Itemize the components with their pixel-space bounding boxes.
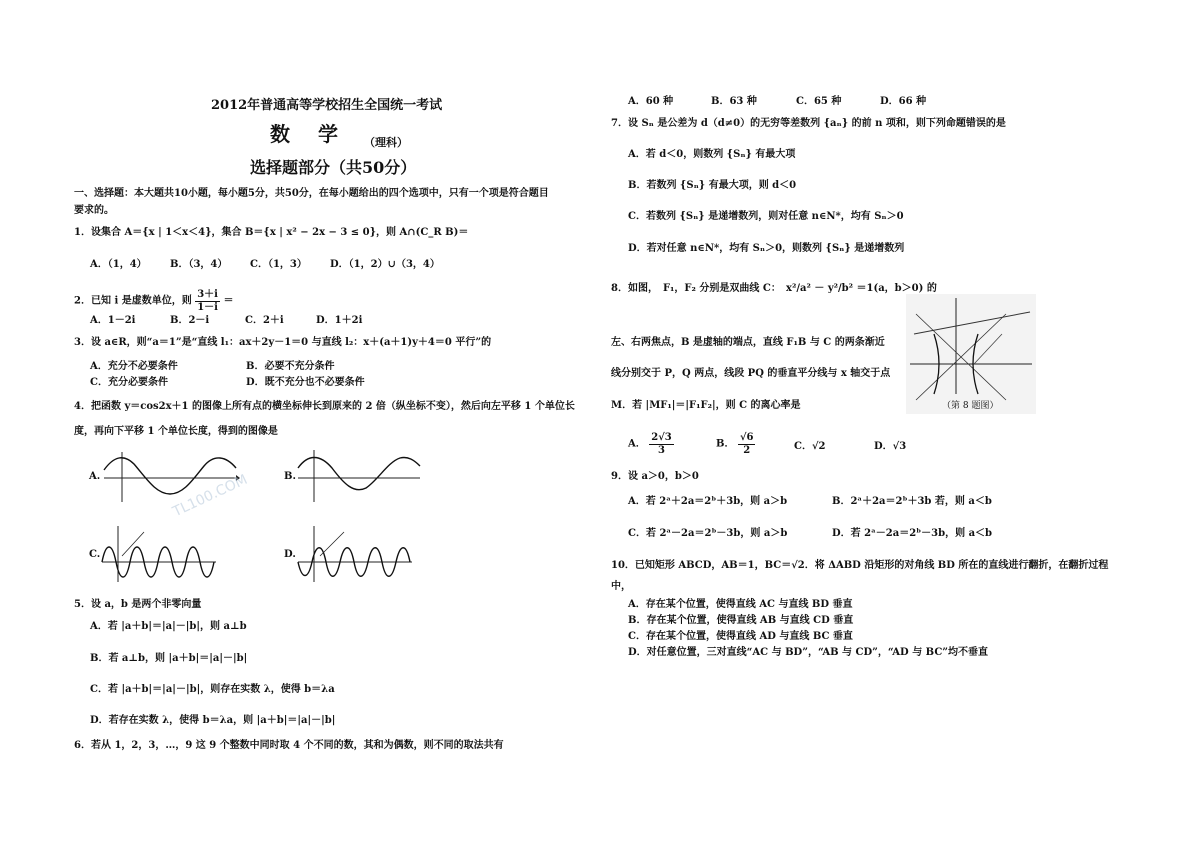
q1-option-d: D．（1，2）∪（3，4） — [330, 259, 440, 270]
q8-line1: 8．如图， F₁，F₂ 分别是双曲线 C： — [611, 283, 781, 294]
q8-option-a-den: 3 — [658, 445, 665, 456]
q8-option-d: D．√3 — [874, 441, 907, 452]
q8-option-a-label: A． — [628, 438, 646, 450]
q2-numerator: 3＋i — [197, 289, 218, 300]
q8-line2: 左、右两焦点，B 是虚轴的端点，直线 F₁B 与 C 的两条渐近 — [611, 337, 885, 348]
q6-stem: 6．若从 1，2，3，…，9 这 9 个整数中同时取 4 个不同的数，其和为偶数，则不同的取法共有 — [74, 740, 504, 751]
q8-figure — [906, 294, 1036, 414]
q4-line2: 度，再向下平移 1 个单位长度，得到的图像是 — [74, 426, 278, 437]
instructions-line2: 要求的。 — [74, 205, 114, 216]
q8-option-a — [628, 432, 674, 457]
q7-option-a: A．若 d＜0，则数列 {Sₙ} 有最大项 — [628, 149, 796, 160]
q4-graph-a-label: A. — [89, 471, 101, 482]
q4-watermark: TL100.COM — [170, 471, 251, 521]
q3-stem: 3．设 a∈R，则“a＝1”是“直线 l₁：ax＋2y－1＝0 与直线 l₂：x＋(a＋1)y＋4＝0 平行”的 — [74, 337, 492, 348]
q10-line1: 10．已知矩形 ABCD，AB＝1，BC＝√2．将 ΔABD 沿矩形的对角线 BD 所在的直线进行翻折，在翻折过程 — [611, 560, 1109, 571]
q4-graph-d — [296, 522, 414, 584]
q8-formula: x²/a² － y²/b² ＝1(a，b＞0) 的 — [786, 283, 937, 294]
q2-tail: ＝ — [223, 295, 234, 307]
q8-option-b — [716, 432, 755, 457]
q1-option-b: B．（3，4） — [170, 259, 228, 270]
q9-option-a: A．若 2ᵃ＋2a＝2ᵇ＋3b，则 a＞b — [628, 496, 788, 507]
q3-option-a: A．充分不必要条件 — [90, 361, 178, 372]
q2-fraction — [195, 289, 220, 314]
q5-option-c: C．若 |a＋b|＝|a|－|b|，则存在实数 λ，使得 b＝λa — [90, 684, 335, 695]
q9-option-b: B．2ᵃ＋2a＝2ᵇ＋3b 若，则 a＜b — [832, 496, 992, 507]
q4-graph-d-label: D. — [284, 549, 296, 560]
subject-note: （理科） — [364, 136, 408, 149]
subject-title: 数 学 — [270, 122, 342, 146]
q6-option-c: C．65 种 — [796, 96, 842, 107]
q2-option-a: A．1－2i — [90, 315, 136, 326]
q10-option-c: C．存在某个位置，使得直线 AD 与直线 BC 垂直 — [628, 631, 853, 642]
q9-stem: 9．设 a＞0，b＞0 — [611, 471, 699, 482]
q8-option-b-num: √6 — [739, 432, 754, 443]
q10-line2: 中， — [611, 581, 631, 592]
q8-option-b-den: 2 — [743, 445, 751, 456]
q6-option-b: B．63 种 — [711, 96, 757, 107]
q9-option-c: C．若 2ᵃ－2a＝2ᵇ－3b，则 a＞b — [628, 528, 788, 539]
q8-option-b-label: B． — [716, 438, 735, 450]
q4-graph-b-label: B. — [284, 471, 296, 482]
q2-denominator: 1－i — [197, 302, 218, 313]
q2-stem-text: 2．已知 i 是虚数单位，则 — [74, 295, 192, 307]
q1-stem: 1．设集合 A＝{x | 1＜x＜4}，集合 B＝{x | x² − 2x − 3 ≤ 0}，则 A∩(C_R B)＝ — [74, 227, 469, 238]
q7-option-b: B．若数列 {Sₙ} 有最大项，则 d＜0 — [628, 180, 797, 191]
q8-option-c: C．√2 — [794, 441, 826, 452]
q6-option-a: A．60 种 — [628, 96, 674, 107]
q4-graph-c — [100, 522, 218, 584]
q2-option-c: C．2＋i — [245, 315, 284, 326]
q10-option-a: A．存在某个位置，使得直线 AC 与直线 BD 垂直 — [628, 599, 853, 610]
q6-option-d: D．66 种 — [880, 96, 927, 107]
section-title: 选择题部分（共50分） — [250, 158, 417, 177]
q8-option-b-fraction — [738, 432, 756, 457]
q8-line3: 线分别交于 P，Q 两点，线段 PQ 的垂直平分线与 x 轴交于点 — [611, 368, 891, 379]
q3-option-c: C．充分必要条件 — [90, 377, 168, 388]
q7-stem: 7．设 Sₙ 是公差为 d（d≠0）的无穷等差数列 {aₙ} 的前 n 项和，则下列命题错误的是 — [611, 118, 1006, 129]
q8-option-a-num: 2√3 — [651, 432, 672, 443]
q8-option-a-fraction — [649, 432, 674, 457]
q4-line1: 4．把函数 y＝cos2x＋1 的图像上所有点的横坐标伸长到原来的 2 倍（纵坐标不变），然后向左平移 1 个单位长 — [74, 401, 575, 412]
q3-option-b: B．必要不充分条件 — [246, 361, 335, 372]
q2-option-d: D．1＋2i — [316, 315, 363, 326]
q7-option-c: C．若数列 {Sₙ} 是递增数列，则对任意 n∈N*，均有 Sₙ＞0 — [628, 211, 904, 222]
q4-graph-b — [296, 448, 424, 504]
q3-option-d: D．既不充分也不必要条件 — [246, 377, 365, 388]
q5-option-b: B．若 a⊥b，则 |a＋b|＝|a|－|b| — [90, 653, 248, 664]
q5-option-d: D．若存在实数 λ，使得 b＝λa，则 |a＋b|＝|a|－|b| — [90, 715, 336, 726]
q2-option-b: B．2－i — [170, 315, 210, 326]
q8-hyperbola-diagram — [906, 294, 1036, 402]
q5-option-a: A．若 |a＋b|＝|a|－|b|，则 a⊥b — [90, 621, 247, 632]
q10-option-b: B．存在某个位置，使得直线 AB 与直线 CD 垂直 — [628, 615, 854, 626]
instructions-line1: 一、选择题：本大题共10小题，每小题5分，共50分，在每小题给出的四个选项中，只有一个项是符合题目 — [74, 188, 549, 199]
q8-figure-caption: （第 8 题图） — [942, 401, 999, 411]
q9-option-d: D．若 2ᵃ－2a＝2ᵇ－3b，则 a＜b — [832, 528, 993, 539]
q10-option-d: D．对任意位置，三对直线“AC 与 BD”，“AB 与 CD”，“AD 与 BC”均不垂直 — [628, 647, 989, 658]
q2-stem — [74, 289, 233, 314]
q1-option-c: C．（1，3） — [250, 259, 307, 270]
q5-stem: 5．设 a，b 是两个非零向量 — [74, 599, 202, 610]
q1-option-a: A．（1，4） — [90, 259, 147, 270]
q8-line4: M．若 |MF₁|＝|F₁F₂|，则 C 的离心率是 — [611, 400, 801, 411]
q4-graph-c-label: C. — [89, 549, 101, 560]
q7-option-d: D．若对任意 n∈N*，均有 Sₙ＞0，则数列 {Sₙ} 是递增数列 — [628, 243, 905, 254]
exam-title: 2012年普通高等学校招生全国统一考试 — [211, 98, 443, 113]
